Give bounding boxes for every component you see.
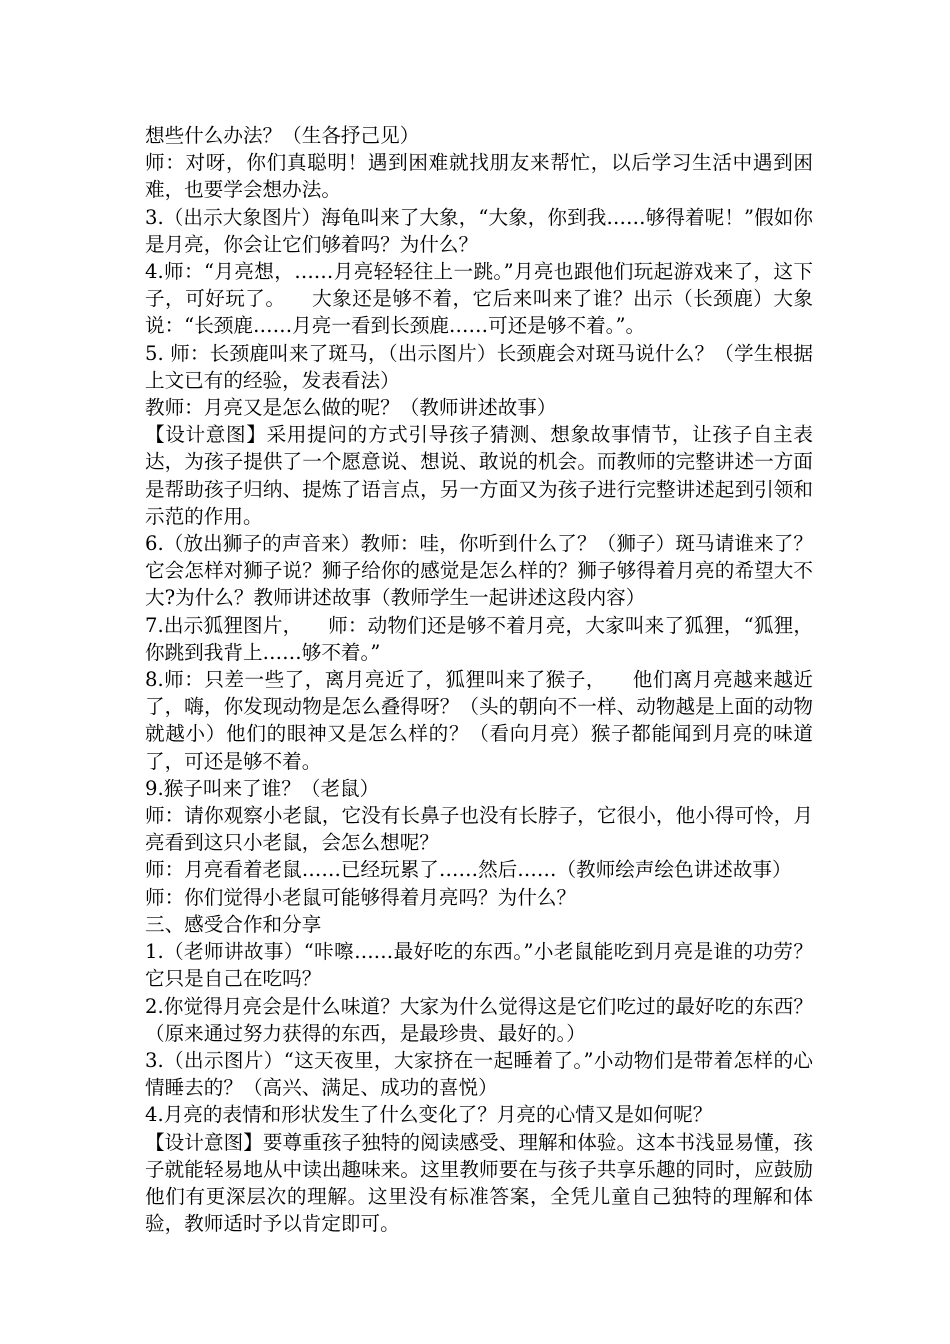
paragraph: 师：对呀，你们真聪明！遇到困难就找朋友来帮忙，以后学习生活中遇到困难，也要学会想办法。	[145, 151, 813, 202]
paragraph: 想些什么办法？（生各抒己见）	[145, 124, 420, 147]
document-body	[145, 122, 813, 1237]
paragraph: 3.（出示大象图片）海龟叫来了大象，“大象，你到我……够得着呢！”假如你是月亮，你会让它们够着吗？为什么？	[145, 205, 813, 256]
paragraph: 师：请你观察小老鼠，它没有长鼻子也没有长脖子，它很小，他小得可怜，月亮看到这只小老鼠，会怎么想呢？	[145, 804, 813, 855]
paragraph: 教师：月亮又是怎么做的呢？（教师讲述故事）	[145, 396, 557, 420]
paragraph: 3.（出示图片）“这天夜里，大家挤在一起睡着了。”小动物们是带着怎样的心情睡去的？（高兴、满足、成功的喜悦）	[145, 1048, 813, 1100]
paragraph: 4.月亮的表情和形状发生了什么变化了？月亮的心情又是如何呢？	[145, 1103, 713, 1127]
paragraph: 7.出示狐狸图片， 师：动物们还是够不着月亮，大家叫来了狐狸，“狐狸，你跳到我背上……够不着。”	[145, 613, 813, 664]
paragraph: 师：你们觉得小老鼠可能够得着月亮吗？为什么？	[145, 885, 577, 909]
paragraph: 8.师：只差一些了，离月亮近了，狐狸叫来了猴子， 他们离月亮越来越近了，嗨，你发现动物是怎么叠得呀？（头的朝向不一样、动物越是上面的动物就越小）他们的眼神又是怎么样的？（看向月亮）猴子都能闻到月亮的味道了，可还是够不着。	[145, 668, 813, 773]
section-heading: 三、感受合作和分享	[145, 912, 322, 936]
paragraph: 4.师：“月亮想，……月亮轻轻往上一跳。”月亮也跟他们玩起游戏来了，这下子，可好玩了。 大象还是够不着，它后来叫来了谁？出示（长颈鹿）大象说：“长颈鹿……月亮一看到长颈鹿……可还是够不着。”。	[145, 260, 813, 338]
paragraph: 【设计意图】采用提问的方式引导孩子猜测、想象故事情节，让孩子自主表达，为孩子提供了一个愿意说、想说、敢说的机会。而教师的完整讲述一方面是帮助孩子归纳、提炼了语言点，另一方面又为孩子进行完整讲述起到引领和示范的作用。	[145, 423, 813, 528]
paragraph: 1.（老师讲故事）“咔嚓……最好吃的东西。”小老鼠能吃到月亮是谁的功劳？它只是自己在吃吗？	[145, 940, 813, 991]
paragraph: 6.（放出狮子的声音来）教师：哇，你听到什么了？（狮子）斑马请谁来了？它会怎样对狮子说？狮子给你的感觉是怎么样的？狮子够得着月亮的希望大不大?为什么？教师讲述故事（教师学生一起讲述这段内容）	[145, 532, 813, 610]
paragraph: 2.你觉得月亮会是什么味道？大家为什么觉得这是它们吃过的最好吃的东西？（原来通过努力获得的东西，是最珍贵、最好的。）	[145, 994, 813, 1045]
paragraph: 5. 师：长颈鹿叫来了斑马，（出示图片）长颈鹿会对斑马说什么？（学生根据上文已有的经验，发表看法）	[145, 341, 813, 392]
paragraph: 【设计意图】要尊重孩子独特的阅读感受、理解和体验。这本书浅显易懂，孩子就能轻易地从中读出趣味来。这里教师要在与孩子共享乐趣的同时，应鼓励他们有更深层次的理解。这里没有标准答案，全凭儿童自己独特的理解和体验，教师适时予以肯定即可。	[145, 1130, 813, 1236]
paragraph: 9.猴子叫来了谁？（老鼠）	[145, 776, 380, 800]
paragraph: 师：月亮看着老鼠……已经玩累了……然后……（教师绘声绘色讲述故事）	[145, 858, 792, 882]
